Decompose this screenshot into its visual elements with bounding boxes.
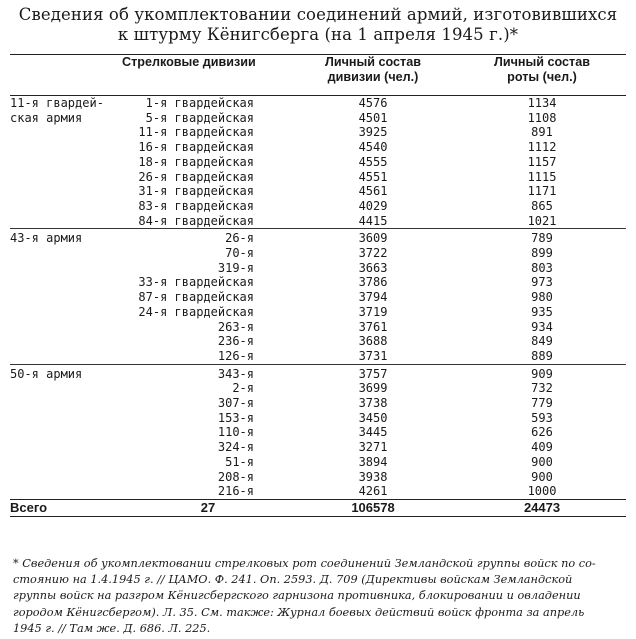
division-cell (128, 155, 288, 170)
table-row (10, 184, 626, 199)
division-name: 126-я (217, 348, 254, 363)
army-cell (10, 214, 128, 229)
division-cell (128, 229, 288, 246)
company-cell: 1115 (527, 169, 557, 184)
personnel-cell: 3761 (358, 319, 388, 334)
division-cell (128, 396, 288, 411)
table-row (10, 320, 626, 335)
division-name: 263-я (217, 319, 254, 334)
division-name: 70-я (225, 246, 254, 261)
army-cell (10, 349, 128, 364)
army-cell (10, 455, 128, 470)
table-row (10, 305, 626, 320)
army-cell (10, 411, 128, 426)
company-cell: 1000 (527, 484, 557, 499)
personnel-cell: 4029 (358, 198, 388, 213)
personnel-cell: 3722 (358, 246, 388, 261)
division-name: 343-я (217, 366, 254, 381)
footnote-line-5: 1945 г. // Там же. Д. 686. Л. 225. (13, 621, 211, 635)
division-name: 236-я (217, 334, 254, 349)
personnel-cell: 3271 (358, 440, 388, 455)
table-header (10, 55, 626, 96)
division-cell (128, 261, 288, 276)
header-company-line-1: Личный состав (494, 55, 590, 69)
company-cell: 1021 (527, 213, 557, 228)
personnel-cell: 4555 (358, 154, 388, 169)
company-cell: 900 (531, 454, 553, 469)
personnel-cell: 4576 (358, 96, 388, 110)
company-cell: 934 (531, 319, 553, 334)
personnel-cell: 3738 (358, 396, 388, 411)
personnel-cell: 3894 (358, 454, 388, 469)
personnel-cell: 4551 (358, 169, 388, 184)
company-cell: 409 (531, 440, 553, 455)
division-cell (128, 470, 288, 485)
division-cell (128, 290, 288, 305)
army-cell (10, 170, 128, 185)
table-row (10, 470, 626, 485)
army-cell (10, 440, 128, 455)
footnote-line-2: стоянию на 1.4.1945 г. // ЦАМО. Ф. 241. Оп. 2593. Д. 709 (Директивы войскам Земландской (13, 573, 573, 587)
personnel-cell: 3688 (358, 334, 388, 349)
header-company (458, 55, 626, 96)
footnote-line-4: городом Кёнигсбергом). Л. 35. См. также: Журнал боевых действий войск фронта за апрель (13, 605, 585, 619)
army-cell: 11-я гвардей- (10, 96, 104, 110)
footnote (13, 556, 625, 637)
division-name: 307-я (217, 396, 254, 411)
division-name: 11-я гвардейская (138, 125, 254, 140)
header-personnel-line-2: дивизии (чел.) (327, 70, 419, 84)
army-cell (10, 396, 128, 411)
company-cell: 803 (531, 260, 553, 275)
division-cell (128, 334, 288, 349)
personnel-cell: 3938 (358, 469, 388, 484)
table-row (10, 364, 626, 381)
table-row (10, 155, 626, 170)
total-personnel: 106578 (288, 499, 458, 516)
page-title (0, 0, 636, 45)
division-name: 33-я гвардейская (138, 275, 254, 290)
personnel-cell: 4540 (358, 140, 388, 155)
division-name: 26-я (225, 231, 254, 246)
table-row (10, 440, 626, 455)
division-name: 5-я гвардейская (145, 110, 254, 125)
army-cell (10, 125, 128, 140)
division-cell (128, 440, 288, 455)
footnote-line-1: * Сведения об укомплектовании стрелковых рот соединений Земландской группы войск по со- (13, 557, 596, 570)
division-name: 31-я гвардейская (138, 184, 254, 199)
header-personnel-line-1: Личный состав (325, 55, 421, 69)
company-cell: 935 (531, 304, 553, 319)
footnote-line-3: группы войск на разгром Кёнигсбергского гарнизона противника, блокировании и овладении (13, 589, 581, 603)
army-cell (10, 199, 128, 214)
table-row (10, 229, 626, 246)
division-cell (128, 246, 288, 261)
personnel-cell: 3731 (358, 348, 388, 363)
table-row (10, 381, 626, 396)
total-divisions: 27 (128, 499, 288, 516)
table-row (10, 349, 626, 364)
division-name: 18-я гвардейская (138, 154, 254, 169)
division-name: 324-я (217, 440, 254, 455)
personnel-cell: 3794 (358, 290, 388, 305)
personnel-cell: 4415 (358, 213, 388, 228)
army-cell (10, 184, 128, 199)
company-cell: 789 (458, 229, 626, 246)
army-cell (10, 140, 128, 155)
division-name: 319-я (217, 260, 254, 275)
army-cell (10, 470, 128, 485)
division-cell (128, 275, 288, 290)
table-row (10, 96, 626, 111)
division-name: 26-я гвардейская (138, 169, 254, 184)
division-cell (128, 140, 288, 155)
personnel-cell: 3445 (358, 425, 388, 440)
table-row (10, 111, 626, 126)
personnel-cell: 4561 (358, 184, 388, 199)
division-name: 2-я (232, 381, 254, 396)
division-cell (128, 320, 288, 335)
division-cell (128, 125, 288, 140)
total-company: 24473 (458, 499, 626, 516)
company-cell: 973 (531, 275, 553, 290)
division-name: 153-я (217, 410, 254, 425)
division-cell (128, 455, 288, 470)
title-line-1: Сведения об укомплектовании соединений армий, изготовившихся (18, 5, 618, 24)
army-cell (10, 334, 128, 349)
division-cell (128, 484, 288, 499)
division-name: 216-я (217, 484, 254, 499)
army-cell (10, 305, 128, 320)
personnel-cell: 3925 (358, 125, 388, 140)
header-divisions: Стрелковые дивизии (10, 55, 288, 96)
personnel-cell: 4261 (358, 484, 388, 499)
personnel-cell: 3719 (358, 304, 388, 319)
company-cell: 891 (531, 125, 553, 140)
division-cell (128, 381, 288, 396)
army-cell: ская армия (10, 110, 83, 125)
table-row (10, 425, 626, 440)
army-cell (10, 155, 128, 170)
division-cell (128, 111, 288, 126)
company-cell: 593 (531, 410, 553, 425)
table-row (10, 140, 626, 155)
staffing-table (10, 54, 626, 517)
division-name: 110-я (217, 425, 254, 440)
army-cell: 43-я армия (10, 229, 128, 246)
header-company-line-2: роты (чел.) (507, 70, 577, 84)
army-cell (10, 246, 128, 261)
army-cell (10, 381, 128, 396)
company-cell: 909 (458, 364, 626, 381)
company-cell: 1171 (527, 184, 557, 199)
division-name: 51-я (225, 454, 254, 469)
personnel-cell: 3609 (288, 229, 458, 246)
personnel-cell: 3786 (358, 275, 388, 290)
division-name: 1-я гвардейская (145, 96, 254, 110)
personnel-cell: 3450 (358, 410, 388, 425)
table-row (10, 246, 626, 261)
army-cell (10, 290, 128, 305)
company-cell: 849 (531, 334, 553, 349)
division-name: 16-я гвардейская (138, 140, 254, 155)
division-name: 84-я гвардейская (138, 213, 254, 228)
division-name: 83-я гвардейская (138, 198, 254, 213)
table-row (10, 170, 626, 185)
division-name: 208-я (217, 469, 254, 484)
table-body (10, 96, 626, 500)
company-cell: 1112 (527, 140, 557, 155)
division-cell (128, 305, 288, 320)
company-cell: 626 (531, 425, 553, 440)
total-row (10, 499, 626, 516)
table-row (10, 484, 626, 499)
company-cell: 1134 (527, 96, 557, 110)
total-label: Всего (10, 499, 128, 516)
table-row (10, 199, 626, 214)
company-cell: 865 (531, 198, 553, 213)
division-cell (128, 411, 288, 426)
table-row (10, 125, 626, 140)
company-cell: 900 (531, 469, 553, 484)
table-row (10, 261, 626, 276)
table-row (10, 290, 626, 305)
army-cell (10, 484, 128, 499)
company-cell: 779 (531, 396, 553, 411)
division-cell (128, 199, 288, 214)
table-row (10, 214, 626, 229)
personnel-cell: 3663 (358, 260, 388, 275)
table-row (10, 334, 626, 349)
table-row (10, 275, 626, 290)
company-cell: 889 (531, 348, 553, 363)
title-line-2: к штурму Кёнигсберга (на 1 апреля 1945 г.)* (117, 25, 519, 44)
table-row (10, 455, 626, 470)
army-cell (10, 425, 128, 440)
company-cell: 732 (531, 381, 553, 396)
company-cell: 1157 (527, 154, 557, 169)
division-cell (128, 349, 288, 364)
division-name: 87-я гвардейская (138, 290, 254, 305)
army-cell: 50-я армия (10, 364, 128, 381)
division-cell (128, 425, 288, 440)
division-cell (128, 364, 288, 381)
division-cell (128, 214, 288, 229)
personnel-cell: 3699 (358, 381, 388, 396)
table-row (10, 396, 626, 411)
army-cell (10, 261, 128, 276)
personnel-cell: 3757 (288, 364, 458, 381)
company-cell: 980 (531, 290, 553, 305)
header-personnel (288, 55, 458, 96)
army-cell (10, 275, 128, 290)
company-cell: 1108 (527, 110, 557, 125)
division-cell (128, 170, 288, 185)
company-cell: 899 (531, 246, 553, 261)
personnel-cell: 4501 (358, 110, 388, 125)
division-cell (128, 96, 288, 111)
division-cell (128, 184, 288, 199)
army-cell (10, 320, 128, 335)
table-row (10, 411, 626, 426)
division-name: 24-я гвардейская (138, 304, 254, 319)
